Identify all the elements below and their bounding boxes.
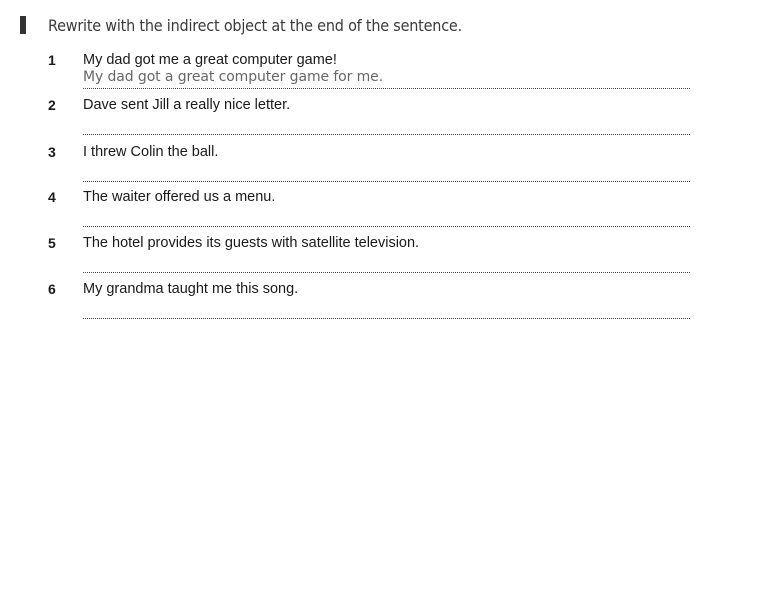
item-number: 5 (48, 235, 56, 251)
item-number: 4 (48, 189, 56, 205)
item-answer: My dad got a great computer game for me. (83, 69, 384, 85)
answer-line[interactable] (83, 272, 690, 273)
item-number: 1 (48, 52, 56, 68)
item-number: 3 (48, 144, 56, 160)
item-prompt: My grandma taught me this song. (83, 281, 299, 297)
item-prompt: Dave sent Jill a really nice letter. (83, 97, 291, 113)
item-number: 6 (48, 281, 56, 297)
exercise-instruction: Rewrite with the indirect object at the end of the sentence. (48, 16, 462, 35)
item-prompt: My dad got me a great computer game! (83, 52, 337, 68)
item-prompt: I threw Colin the ball. (83, 144, 219, 160)
item-prompt: The waiter offered us a menu. (83, 189, 276, 205)
answer-line[interactable] (83, 134, 690, 135)
answer-line[interactable] (83, 226, 690, 227)
item-prompt: The hotel provides its guests with satellite television. (83, 235, 420, 251)
answer-line[interactable] (83, 88, 690, 89)
item-number: 2 (48, 97, 56, 113)
answer-line[interactable] (83, 181, 690, 182)
section-marker (20, 16, 26, 34)
answer-line[interactable] (83, 318, 690, 319)
